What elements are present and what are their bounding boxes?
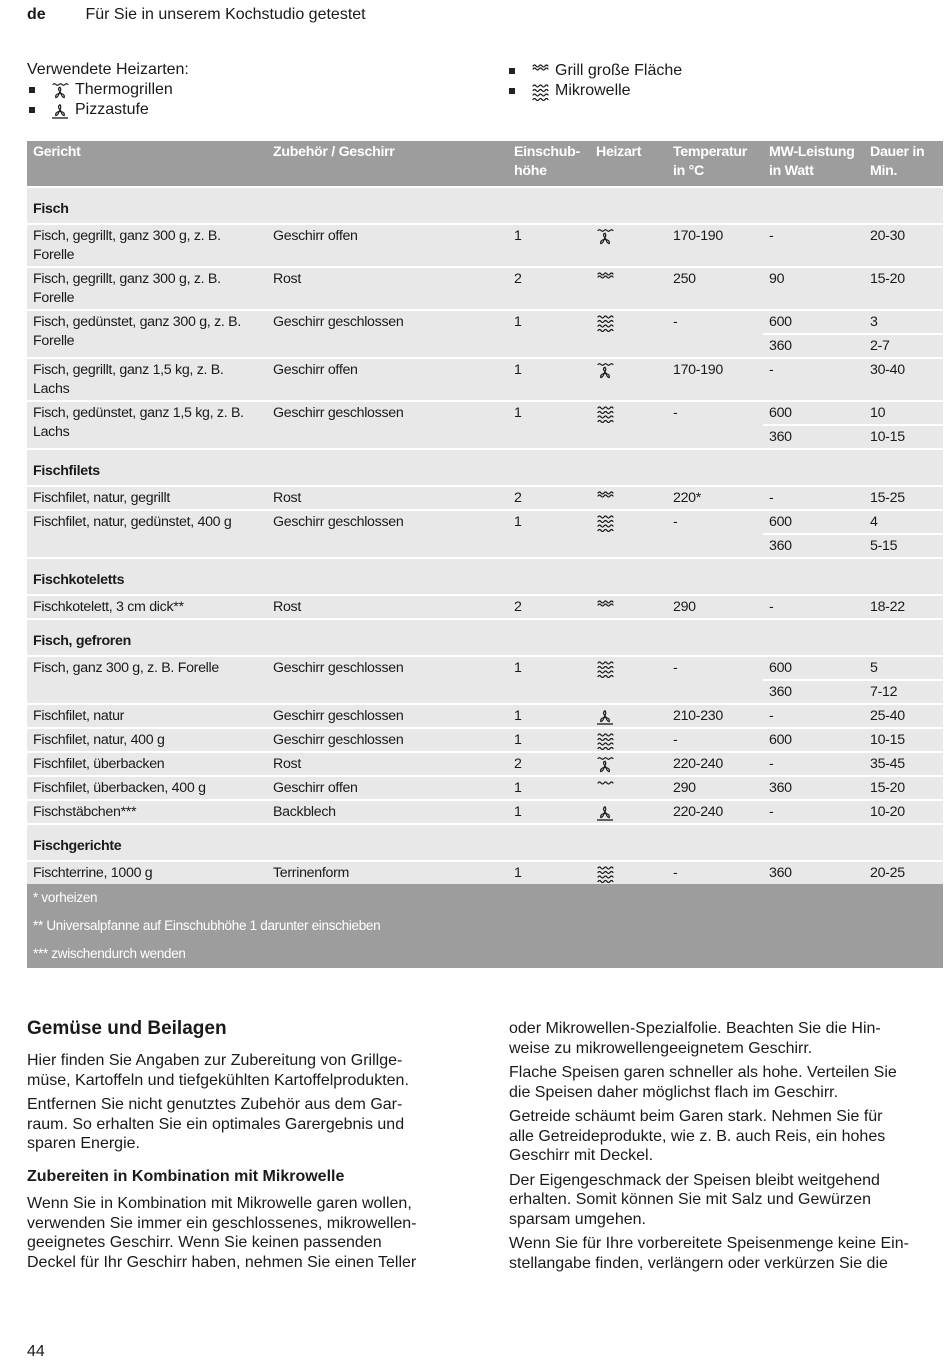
cell-duration: 5	[864, 656, 943, 680]
fan-grill-icon	[51, 82, 69, 100]
legend-item	[507, 81, 682, 101]
cell-heating	[590, 752, 667, 776]
header-title: Für Sie in unserem Kochstudio getestet	[85, 6, 366, 23]
cell-heating	[590, 310, 667, 358]
cell-duration: 15-25	[864, 486, 943, 510]
legend-item	[507, 61, 682, 81]
legend-label: Grill große Fläche	[555, 62, 683, 79]
cell-mw: -	[763, 486, 864, 510]
page-number: 44	[27, 1343, 45, 1360]
cell-accessory: Terrinenform	[267, 861, 508, 884]
legend-label: Thermogrillen	[75, 81, 173, 98]
cell-temperature: 220-240	[667, 800, 763, 824]
cell-level: 1	[508, 358, 590, 401]
cell-level: 1	[508, 401, 590, 449]
cell-mw: 90	[763, 267, 864, 310]
cell-duration: 15-20	[864, 776, 943, 800]
intro-paragraph-2: Entfernen Sie nicht genutztes Zubehör aus dem Gar- raum. So erhalten Sie ein optimales Garergebnis und sparen Energie.	[27, 1096, 405, 1152]
cell-heating	[590, 704, 667, 728]
section-header-row	[27, 449, 943, 486]
cell-heating	[590, 224, 667, 267]
cell-dish: Fischfilet, natur, 400 g	[27, 728, 267, 752]
cell-mw: -	[763, 752, 864, 776]
right-paragraph-4: Der Eigengeschmack der Speisen bleibt weitgehend erhalten. Somit können Sie mit Salz und Gewürzen sparsam umgehen.	[509, 1171, 880, 1228]
right-paragraph-1: oder Mikrowellen-Spezialfolie. Beachten Sie die Hin- weise zu mikrowellengeeignetem Geschirr.	[509, 1020, 881, 1057]
cell-duration: 25-40	[864, 704, 943, 728]
cell-temperature: -	[667, 310, 763, 358]
cell-level: 1	[508, 776, 590, 800]
cell-accessory: Geschirr geschlossen	[267, 401, 508, 449]
table-row	[27, 486, 943, 510]
microwave-icon	[596, 865, 614, 883]
cell-duration: 5-15	[864, 534, 943, 558]
subsection-text	[27, 1194, 459, 1277]
cell-accessory: Backblech	[267, 800, 508, 824]
cell-accessory: Geschirr offen	[267, 358, 508, 401]
cell-heating	[590, 358, 667, 401]
heating-legend-right	[507, 61, 682, 101]
microwave-icon	[596, 732, 614, 750]
cell-heating	[590, 656, 667, 704]
footnote: *** zwischendurch wenden	[27, 940, 943, 968]
cell-temperature: -	[667, 510, 763, 558]
language-tag: de	[27, 6, 46, 23]
cell-mw: 360	[763, 680, 864, 704]
cell-duration: 15-20	[864, 267, 943, 310]
header-mw-leistung: MW-Leistung in Watt	[763, 141, 864, 187]
cell-temperature: 170-190	[667, 224, 763, 267]
cell-mw: -	[763, 358, 864, 401]
cell-dish: Fisch, gedünstet, ganz 300 g, z. B. Forelle	[27, 310, 267, 358]
cell-duration: 3	[864, 310, 943, 334]
cell-dish: Fisch, gegrillt, ganz 1,5 kg, z. B. Lachs	[27, 358, 267, 401]
microwave-icon	[596, 314, 614, 332]
cell-heating	[590, 800, 667, 824]
table-row	[27, 358, 943, 401]
table-row	[27, 401, 943, 425]
cell-duration: 10-20	[864, 800, 943, 824]
cell-accessory: Rost	[267, 595, 508, 619]
grill-large-icon	[596, 271, 614, 289]
cell-dish: Fischfilet, natur, gedünstet, 400 g	[27, 510, 267, 558]
legend-label: Pizzastufe	[75, 101, 149, 118]
cell-temperature: 210-230	[667, 704, 763, 728]
subsection-title: Zubereiten in Kombination mit Mikrowelle	[27, 1168, 345, 1185]
fan-grill-icon	[596, 228, 614, 246]
heating-legend	[27, 60, 189, 120]
cell-temperature: -	[667, 728, 763, 752]
cell-duration: 10-15	[864, 728, 943, 752]
table-row	[27, 728, 943, 752]
cell-accessory: Rost	[267, 267, 508, 310]
section-name: Fisch, gefroren	[27, 619, 943, 656]
bullet	[29, 87, 35, 93]
cell-level: 2	[508, 486, 590, 510]
fan-grill-icon	[596, 756, 614, 774]
cell-accessory: Geschirr offen	[267, 776, 508, 800]
cell-temperature: -	[667, 401, 763, 449]
cell-mw: -	[763, 595, 864, 619]
legend-item	[27, 80, 189, 100]
header-gericht: Gericht	[27, 141, 267, 187]
cell-mw: -	[763, 704, 864, 728]
cell-mw: 360	[763, 861, 864, 884]
bullet	[509, 88, 515, 94]
header-zubehoer: Zubehör / Geschirr	[267, 141, 508, 187]
cell-accessory: Geschirr geschlossen	[267, 704, 508, 728]
cell-heating	[590, 861, 667, 884]
cell-level: 2	[508, 267, 590, 310]
bullet	[509, 68, 515, 74]
table-row	[27, 776, 943, 800]
cell-dish: Fischstäbchen***	[27, 800, 267, 824]
cell-duration: 20-25	[864, 861, 943, 884]
cell-accessory: Geschirr geschlossen	[267, 510, 508, 558]
cell-heating	[590, 595, 667, 619]
cell-dish: Fischfilet, natur, gegrillt	[27, 486, 267, 510]
table-row	[27, 752, 943, 776]
cell-duration: 20-30	[864, 224, 943, 267]
cell-temperature: -	[667, 656, 763, 704]
intro-text	[27, 1051, 459, 1159]
footnote-row	[27, 940, 943, 968]
legend-heading: Verwendete Heizarten:	[27, 61, 189, 78]
cell-level: 1	[508, 704, 590, 728]
cell-temperature: 290	[667, 776, 763, 800]
cell-accessory: Geschirr geschlossen	[267, 310, 508, 358]
page-header	[27, 6, 366, 24]
cell-mw: 600	[763, 728, 864, 752]
cell-duration: 2-7	[864, 334, 943, 358]
header-dauer: Dauer in Min.	[864, 141, 943, 187]
footnote: * vorheizen	[27, 884, 943, 912]
cell-duration: 10	[864, 401, 943, 425]
cell-temperature: 250	[667, 267, 763, 310]
cell-duration: 10-15	[864, 425, 943, 449]
table-row	[27, 224, 943, 267]
microwave-icon	[531, 83, 549, 101]
cell-mw: -	[763, 224, 864, 267]
legend-label: Mikrowelle	[555, 82, 631, 99]
cell-accessory: Rost	[267, 486, 508, 510]
table-row	[27, 656, 943, 680]
table-row	[27, 861, 943, 884]
cell-level: 1	[508, 224, 590, 267]
bullet	[29, 107, 35, 113]
cooking-table	[27, 141, 943, 968]
cell-mw: 360	[763, 534, 864, 558]
cell-level: 1	[508, 656, 590, 704]
footnote-row	[27, 884, 943, 912]
cell-mw: 360	[763, 334, 864, 358]
cell-level: 2	[508, 595, 590, 619]
section-name: Fischkoteletts	[27, 558, 943, 595]
section-header-row	[27, 187, 943, 224]
right-paragraph-3: Getreide schäumt beim Garen stark. Nehmen Sie für alle Getreideprodukte, wie z. B. auch Reis, ein hohes Geschirr mit Deckel.	[509, 1108, 886, 1164]
cell-accessory: Geschirr geschlossen	[267, 728, 508, 752]
section-header-row	[27, 824, 943, 861]
cell-mw: 600	[763, 310, 864, 334]
table-row	[27, 704, 943, 728]
cell-dish: Fischkotelett, 3 cm dick**	[27, 595, 267, 619]
cell-dish: Fisch, ganz 300 g, z. B. Forelle	[27, 656, 267, 704]
table-row	[27, 595, 943, 619]
cell-heating	[590, 510, 667, 558]
section-name: Fischgerichte	[27, 824, 943, 861]
grill-large-icon	[596, 599, 614, 617]
cell-level: 1	[508, 310, 590, 358]
cell-mw: 600	[763, 510, 864, 534]
cell-temperature: 170-190	[667, 358, 763, 401]
cell-dish: Fischfilet, überbacken	[27, 752, 267, 776]
microwave-icon	[596, 514, 614, 532]
cell-accessory: Geschirr offen	[267, 224, 508, 267]
cell-heating	[590, 728, 667, 752]
cell-duration: 30-40	[864, 358, 943, 401]
cell-duration: 7-12	[864, 680, 943, 704]
right-column-text	[509, 1019, 941, 1278]
microwave-icon	[596, 405, 614, 423]
section-name: Fisch	[27, 187, 943, 224]
microwave-icon	[596, 660, 614, 678]
right-paragraph-5: Wenn Sie für Ihre vorbereitete Speisenmenge keine Ein- stellangabe finden, verlängern oder verkürzen Sie die	[509, 1235, 909, 1272]
pizza-icon	[596, 708, 614, 726]
fan-grill-icon	[596, 362, 614, 380]
pizza-icon	[596, 804, 614, 822]
grill-large-icon	[596, 490, 614, 508]
cell-dish: Fisch, gedünstet, ganz 1,5 kg, z. B. Lachs	[27, 401, 267, 449]
cell-level: 1	[508, 728, 590, 752]
grill-small-icon	[596, 780, 614, 798]
table-row	[27, 510, 943, 534]
cell-dish: Fisch, gegrillt, ganz 300 g, z. B. Forelle	[27, 224, 267, 267]
footnote: ** Universalpfanne auf Einschubhöhe 1 darunter einschieben	[27, 912, 943, 940]
cell-heating	[590, 776, 667, 800]
cell-temperature: -	[667, 861, 763, 884]
cell-temperature: 220*	[667, 486, 763, 510]
cell-heating	[590, 267, 667, 310]
cell-duration: 4	[864, 510, 943, 534]
section-title: Gemüse und Beilagen	[27, 1018, 227, 1039]
cell-mw: -	[763, 800, 864, 824]
cell-temperature: 220-240	[667, 752, 763, 776]
cell-mw: 360	[763, 425, 864, 449]
cell-heating	[590, 401, 667, 449]
header-heizart: Heizart	[590, 141, 667, 187]
cell-level: 2	[508, 752, 590, 776]
cell-dish: Fisch, gegrillt, ganz 300 g, z. B. Forelle	[27, 267, 267, 310]
cell-duration: 18-22	[864, 595, 943, 619]
grill-large-icon	[531, 63, 549, 81]
cell-dish: Fischfilet, überbacken, 400 g	[27, 776, 267, 800]
table-row	[27, 310, 943, 334]
footnote-row	[27, 912, 943, 940]
cell-level: 1	[508, 510, 590, 558]
table-row	[27, 267, 943, 310]
section-name: Fischfilets	[27, 449, 943, 486]
table-header-row	[27, 141, 943, 187]
cell-level: 1	[508, 800, 590, 824]
subsection-paragraph-1: Wenn Sie in Kombination mit Mikrowelle garen wollen, verwenden Sie immer ein geschlossenes, mikrowellen- geeignetes Geschirr. Wenn Sie keinen passenden Deckel für Ihr Geschirr haben, nehmen Sie einen Teller	[27, 1195, 417, 1271]
table-row	[27, 800, 943, 824]
pizza-icon	[51, 102, 69, 120]
cell-mw: 600	[763, 656, 864, 680]
cell-mw: 600	[763, 401, 864, 425]
cell-accessory: Rost	[267, 752, 508, 776]
cell-heating	[590, 486, 667, 510]
header-temperatur: Temperatur in °C	[667, 141, 763, 187]
intro-paragraph-1: Hier finden Sie Angaben zur Zubereitung von Grillge- müse, Kartoffeln und tiefgekühlten Kartoffelprodukten.	[27, 1052, 409, 1089]
cell-dish: Fischfilet, natur	[27, 704, 267, 728]
cell-mw: 360	[763, 776, 864, 800]
right-paragraph-2: Flache Speisen garen schneller als hohe. Verteilen Sie die Speisen daher möglichst flach im Geschirr.	[509, 1064, 897, 1101]
legend-item	[27, 100, 189, 120]
cell-dish: Fischterrine, 1000 g	[27, 861, 267, 884]
section-header-row	[27, 619, 943, 656]
cell-level: 1	[508, 861, 590, 884]
cell-temperature: 290	[667, 595, 763, 619]
header-einschubhoehe: Einschub- höhe	[508, 141, 590, 187]
cell-duration: 35-45	[864, 752, 943, 776]
cell-accessory: Geschirr geschlossen	[267, 656, 508, 704]
section-header-row	[27, 558, 943, 595]
